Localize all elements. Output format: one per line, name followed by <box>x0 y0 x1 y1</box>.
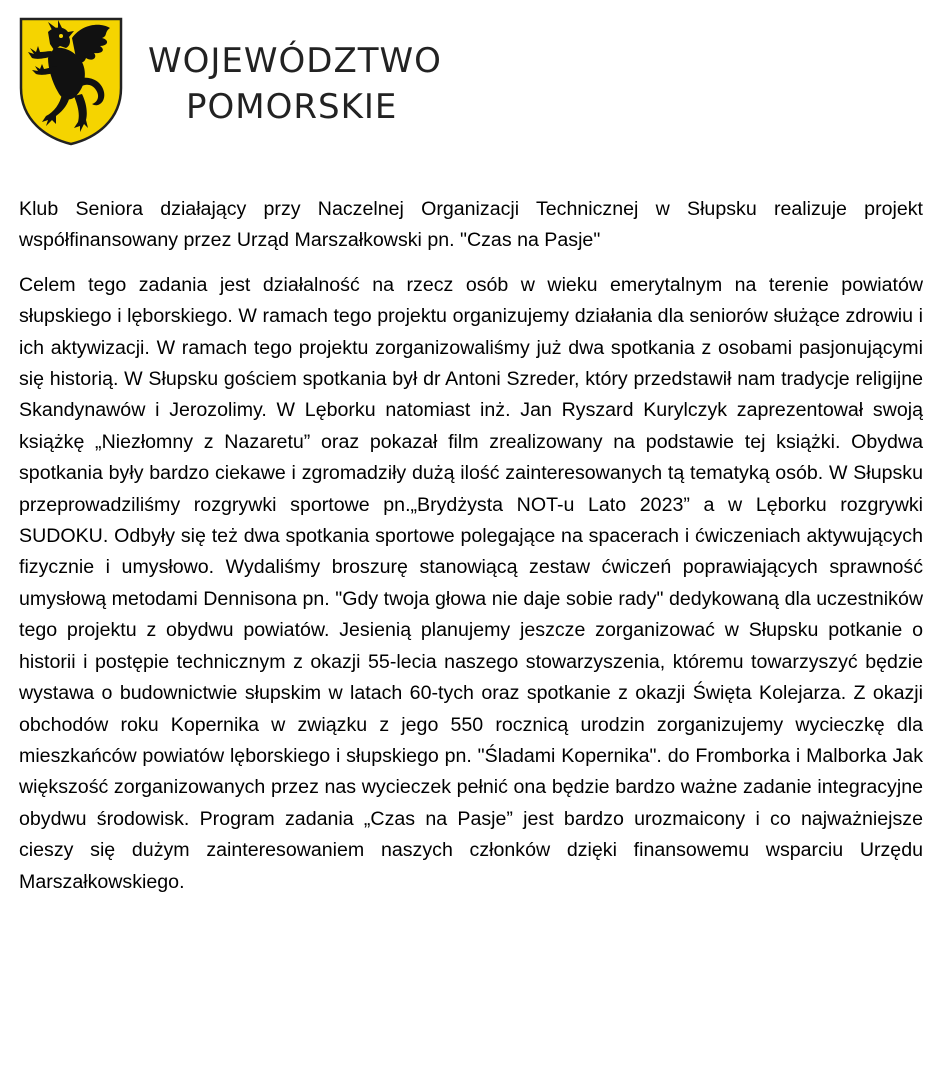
pomorskie-griffin-coat-of-arms-icon <box>18 16 124 146</box>
main-paragraph: Celem tego zadania jest działalność na rzecz osób w wieku emerytalnym na terenie powiatów słupskiego i lęborskiego. W ramach tego projektu organizujemy działania dla seniorów służące zdrowiu i ich aktywizacji. W ramach tego projektu zorganizowaliśmy już dwa spotkania z osobami pasjonującymi się historią. W Słupsku gościem spotkania był dr Antoni Szreder, który przedstawił nam tradycje religijne Skandynawów i Jerozolimy. W Lęborku natomiast inż. Jan Ryszard Kurylczyk zaprezentował swoją książkę „Niezłomny z Nazaretu” oraz pokazał film zrealizowany na podstawie tej książki. Obydwa spotkania były bardzo ciekawe i zgromadziły dużą ilość zainteresowanych tą tematyką osób. W Słupsku przeprowadziliśmy rozgrywki sportowe pn.„Brydżysta NOT-u Lato 2023” a w Lęborku rozgrywki SUDOKU. Odbyły się też dwa spotkania sportowe polegające na spacerach i ćwiczeniach aktywujących fizycznie i umysłowo. Wydaliśmy broszurę stanowiącą zestaw ćwiczeń poprawiających sprawność umysłową metodami Dennisona pn. "Gdy twoja głowa nie daje sobie rady" dedykowaną dla uczestników tego projektu z obydwu powiatów. Jesienią planujemy jeszcze zorganizować w Słupsku potkanie o historii i postępie technicznym z okazji 55-lecia naszego stowarzyszenia, któremu towarzyszyć będzie wystawa o budownictwie słupskim w latach 60-tych oraz spotkanie z okazji Święta Kolejarza. Z okazji obchodów roku Kopernika w związku z jego 550 rocznicą urodzin zorganizujemy wycieczkę dla mieszkańców powiatów lęborskiego i słupskiego pn. "Śladami Kopernika". do Fromborka i Malborka Jak większość zorganizowanych przez nas wycieczek pełnić ona będzie bardzo ważne zadanie integracyjne obydwu środowisk. Program zadania „Czas na Pasje” jest bardzo urozmaicony i co najważniejsze cieszy się dużym zainteresowaniem naszych członków dzięki finansowemu wsparciu Urzędu Marszałkowskiego. <box>19 273 923 893</box>
letterhead <box>18 16 618 148</box>
intro-paragraph: Klub Seniora działający przy Naczelnej Organizacji Technicznej w Słupsku realizuje projekt współfinansowany przez Urząd Marszałkowski pn. "Czas na Pasje" <box>19 198 923 252</box>
organization-name-line2: POMORSKIE <box>186 87 398 127</box>
organization-name-line1: WOJEWÓDZTWO <box>148 41 442 81</box>
organization-name <box>148 38 442 130</box>
document-body <box>19 194 923 898</box>
